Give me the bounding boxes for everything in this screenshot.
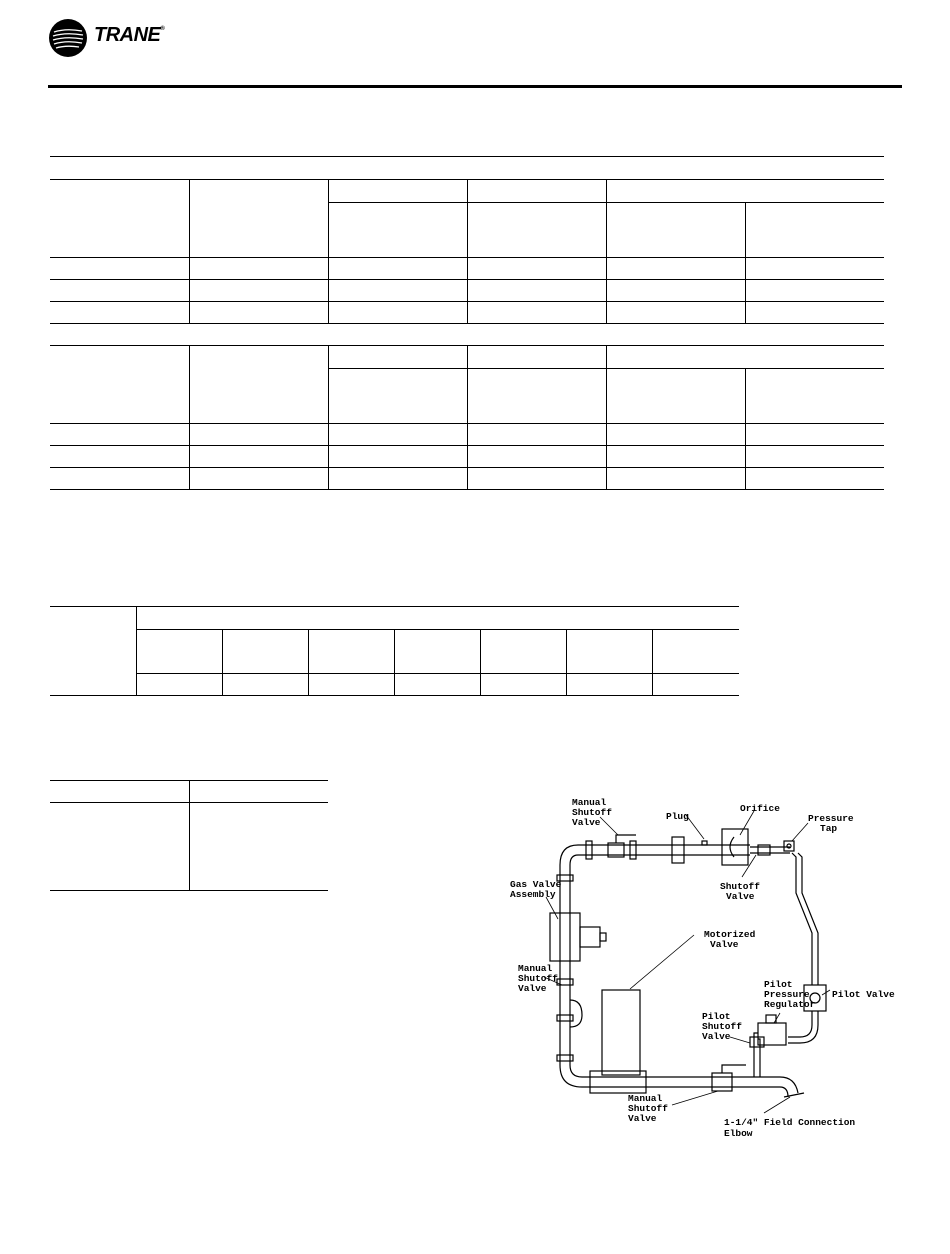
table-row [50, 803, 328, 891]
table-row [50, 302, 884, 324]
label-manual-shutoff-valve-top: Manual Shutoff Valve [572, 797, 612, 828]
label-pilot-shutoff-valve: Pilot Shutoff Valve [702, 1011, 742, 1042]
table-row [50, 258, 884, 280]
label-orifice: Orifice [740, 803, 780, 814]
table-row [50, 446, 884, 468]
table-one [50, 156, 884, 490]
label-manual-shutoff-valve-bottom: Manual Shutoff Valve [628, 1093, 668, 1124]
table-row [50, 468, 884, 490]
label-shutoff-valve: Shutoff Valve [720, 881, 760, 902]
label-motorized-valve: Motorized Valve [704, 929, 756, 950]
page-header [0, 0, 950, 90]
label-pilot-pressure-regulator: Pilot Pressure Regulator [764, 979, 816, 1010]
label-manual-shutoff-valve-left: Manual Shutoff Valve [518, 963, 558, 994]
label-field-connection-elbow: 1-1/4" Field Connection Elbow [724, 1117, 856, 1139]
trane-logo-icon [48, 18, 88, 58]
gas-train-diagram [490, 775, 902, 1155]
label-gas-valve-assembly: Gas Valve Assembly [510, 879, 562, 900]
brand-wordmark: TRANE® [94, 24, 165, 46]
label-pressure-tap: Pressure Tap [808, 813, 854, 834]
header-rule [48, 85, 902, 88]
table-row [50, 424, 884, 446]
table-row [50, 674, 739, 696]
label-pilot-valve: Pilot Valve [832, 989, 895, 1000]
label-plug: Plug [666, 811, 689, 822]
table-two [50, 606, 739, 696]
table-three [50, 780, 328, 891]
table-row [50, 280, 884, 302]
